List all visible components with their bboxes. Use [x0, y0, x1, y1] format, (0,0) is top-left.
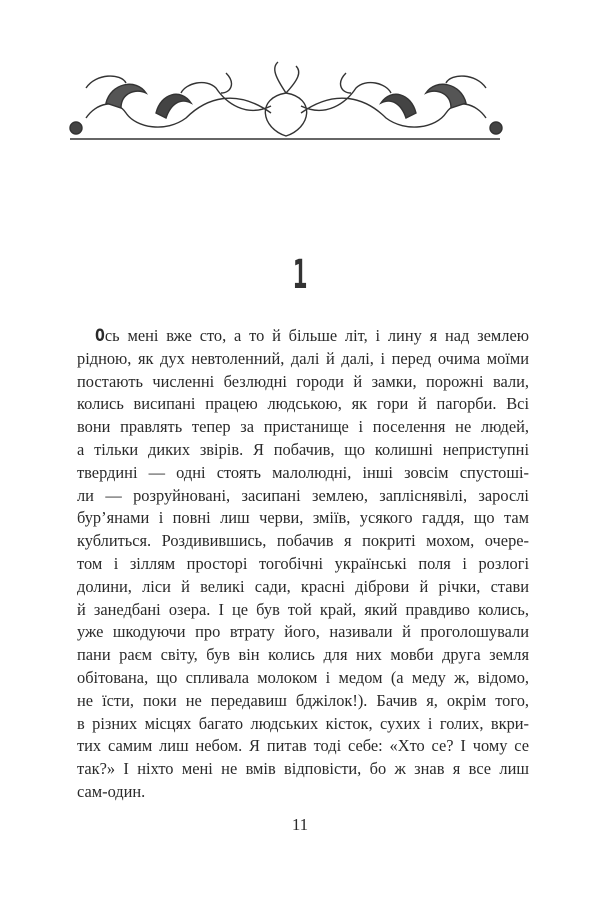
text-line: колись висипані працею людською, як гори й пагорби. Всі	[77, 394, 529, 414]
chapter-number: 1	[292, 252, 308, 298]
text-line: твердині — одні стоять малолюдні, інші зовсім спустоші-	[77, 462, 529, 482]
page-number: 11	[291, 815, 309, 834]
text-line: обітована, що спливала молоком і медом (а меду ж, відомо,	[77, 667, 529, 687]
text-line: кублиться. Роздивившись, побачив я покриті мохом, очере-	[77, 531, 529, 551]
text-line	[77, 325, 529, 348]
text-line: в різних місцях багато людських кісток, сухих і голих, вкри-	[77, 713, 529, 733]
text-line: рідною, як дух невтоленний, далі й далі, і перед очима моїми	[77, 348, 529, 368]
text-line: тих самим лиш небом. Я питав тоді себе: «Хто се? І чому се	[77, 736, 529, 756]
text-line: уже шкодуючи про втрату його, називали й проголошували	[77, 622, 529, 642]
text-line: вони правлять тепер за пристанище і поселення не людей,	[77, 417, 529, 437]
text-line: том і зіллям просторі тогобічні українські поля і розлогі	[77, 553, 529, 573]
chapter-paragraph	[77, 325, 529, 804]
text-line: так?» І ніхто мені не вмів відповісти, бо ж знав я все лиш	[77, 759, 529, 779]
text-line-content: сь мені вже сто, а то й більше літ, і лину я над землею	[104, 326, 529, 345]
text-line: сам-один.	[77, 781, 146, 801]
text-line: постають численні безлюдні городи й замки, порожні вали,	[77, 371, 529, 391]
text-line: а тільки диких звірів. Я побачив, що колишні неприступні	[77, 439, 529, 459]
text-line: не їсти, поки не передавиш бджілок!). Бачив я, окрім того,	[77, 690, 529, 710]
text-line: пани раєм світу, був він колись для них мовби друга земля	[77, 645, 529, 665]
text-line: долини, ліси й великі сади, красні діброви й річки, стави	[77, 576, 529, 596]
floral-ornament-icon	[66, 58, 506, 142]
text-line: бур’янами і повні лиш черви, зміїв, усякого гаддя, що там	[77, 508, 529, 528]
text-line: ли — розруйновані, засипані землею, запліснявілі, зарослі	[77, 485, 529, 505]
text-line: й занедбані озера. І це був той край, який правдиво колись,	[77, 599, 529, 619]
drop-cap: О	[95, 326, 105, 345]
